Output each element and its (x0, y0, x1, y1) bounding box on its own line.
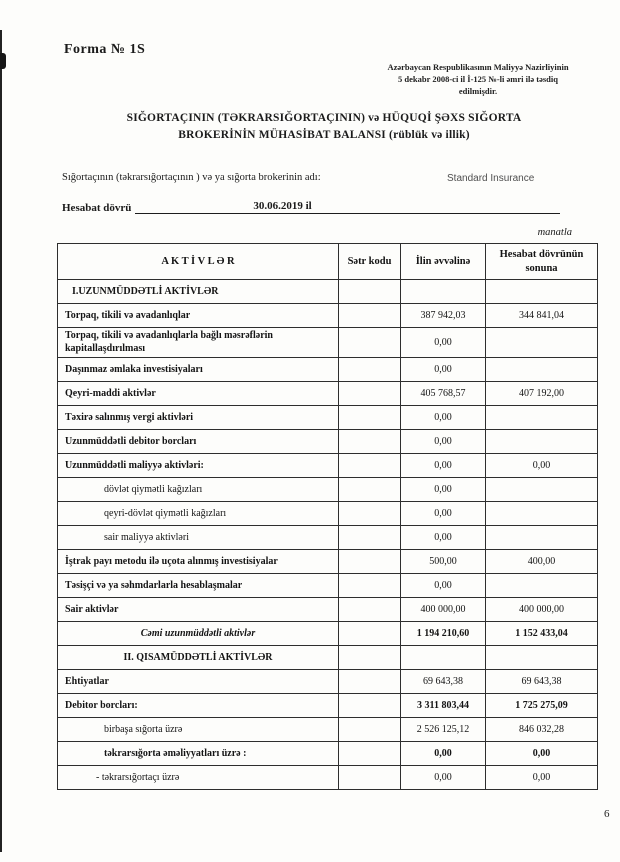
row-value-begin: 0,00 (401, 766, 486, 790)
row-code-cell (339, 430, 401, 454)
row-label: Cəmi uzunmüddətli aktivlər (58, 622, 339, 646)
insurer-name: Standard Insurance (447, 173, 535, 184)
row-code-cell (339, 358, 401, 382)
row-value-end: 1 725 275,09 (486, 694, 598, 718)
row-value-begin: 400 000,00 (401, 598, 486, 622)
row-value-begin: 0,00 (401, 742, 486, 766)
approval-note (350, 62, 606, 98)
insurer-label: Sığortaçının (təkrarsığortaçının ) və ya sığorta brokerinin adı: (62, 172, 321, 183)
row-label: Təxirə salınmış vergi aktivləri (58, 406, 339, 430)
period-label: Hesabat dövrü (62, 202, 132, 214)
scan-blob-artifact (0, 53, 6, 69)
document-title-line1: SIĞORTAÇININ (TƏKRARSIĞORTAÇININ) və HÜQUQİ ŞƏXS SIĞORTA (126, 112, 522, 124)
table-row (58, 574, 598, 598)
row-label: İştrak payı metodu ilə uçota alınmış investisiyalar (58, 550, 339, 574)
period-underline (135, 200, 560, 214)
row-value-begin: 0,00 (401, 574, 486, 598)
row-value-end (486, 646, 598, 670)
scan-edge-artifact (0, 30, 2, 852)
row-label: Torpaq, tikili və avadanlıqlarla bağlı məsrəflərin kapitallaşdırılması (58, 328, 339, 358)
row-label: birbaşa sığorta üzrə (58, 718, 339, 742)
report-period-row (62, 200, 560, 214)
table-row (58, 502, 598, 526)
row-code-cell (339, 526, 401, 550)
table-header-row (58, 244, 598, 280)
page-number: 6 (604, 808, 610, 820)
header-period-begin: İlin əvvəlinə (401, 244, 486, 280)
header-period-end: Hesabat dövrünün sonuna (486, 244, 598, 280)
section-row (58, 646, 598, 670)
row-label: I.UZUNMÜDDƏTLİ AKTİVLƏR (58, 280, 339, 304)
insurer-row (62, 172, 600, 183)
row-value-end: 407 192,00 (486, 382, 598, 406)
row-value-end: 0,00 (486, 742, 598, 766)
row-value-end (486, 574, 598, 598)
table-row (58, 766, 598, 790)
row-label: Qeyri-maddi aktivlər (58, 382, 339, 406)
header-assets: A K T İ V L Ə R (58, 244, 339, 280)
row-value-begin: 2 526 125,12 (401, 718, 486, 742)
row-code-cell (339, 574, 401, 598)
row-value-begin: 405 768,57 (401, 382, 486, 406)
row-label: Sair aktivlər (58, 598, 339, 622)
table-row (58, 382, 598, 406)
row-value-end (486, 328, 598, 358)
row-value-end (486, 406, 598, 430)
table-row (58, 304, 598, 328)
row-code-cell (339, 646, 401, 670)
currency-note: manatla (537, 227, 572, 238)
table-row (58, 328, 598, 358)
row-value-end: 69 643,38 (486, 670, 598, 694)
document-title-line2: BROKERİNİN MÜHASİBAT BALANSI (rüblük və illik) (178, 128, 470, 141)
table-row (58, 478, 598, 502)
approval-note-line3: edilmişdir. (458, 85, 498, 96)
form-number-label: Forma № 1S (64, 42, 146, 57)
row-label: təkrarsığorta əməliyyatları üzrə : (58, 742, 339, 766)
row-value-begin (401, 280, 486, 304)
row-code-cell (339, 328, 401, 358)
row-code-cell (339, 694, 401, 718)
row-code-cell (339, 304, 401, 328)
row-value-begin: 387 942,03 (401, 304, 486, 328)
row-value-end: 344 841,04 (486, 304, 598, 328)
table-row (58, 670, 598, 694)
row-code-cell (339, 550, 401, 574)
row-value-begin: 3 311 803,44 (401, 694, 486, 718)
row-value-begin: 0,00 (401, 358, 486, 382)
row-code-cell (339, 280, 401, 304)
approval-note-line1: Azərbaycan Respublikasının Maliyyə Nazirliyinin (387, 62, 569, 72)
row-value-end (486, 502, 598, 526)
row-label: Daşınmaz əmlaka investisiyaları (58, 358, 339, 382)
row-value-end (486, 358, 598, 382)
document-title (40, 110, 608, 143)
row-value-end (486, 280, 598, 304)
row-label: - təkrarsığortaçı üzrə (58, 766, 339, 790)
row-code-cell (339, 598, 401, 622)
row-value-end: 1 152 433,04 (486, 622, 598, 646)
row-value-begin: 1 194 210,60 (401, 622, 486, 646)
approval-note-line2: 5 dekabr 2008-ci il İ-125 №-li əmri ilə təsdiq (398, 73, 558, 84)
balance-table-body (58, 280, 598, 790)
header-row-code: Sətr kodu (339, 244, 401, 280)
row-value-begin: 0,00 (401, 454, 486, 478)
table-row (58, 598, 598, 622)
row-code-cell (339, 382, 401, 406)
table-row (58, 430, 598, 454)
row-code-cell (339, 454, 401, 478)
row-value-begin: 0,00 (401, 502, 486, 526)
row-label: II. QISAMÜDDƏTLİ AKTİVLƏR (58, 646, 339, 670)
table-row (58, 718, 598, 742)
row-value-end: 846 032,28 (486, 718, 598, 742)
table-row (58, 694, 598, 718)
row-value-begin (401, 646, 486, 670)
row-label: Ehtiyatlar (58, 670, 339, 694)
row-code-cell (339, 478, 401, 502)
row-value-begin: 0,00 (401, 406, 486, 430)
total-row (58, 622, 598, 646)
row-label: Uzunmüddətli debitor borcları (58, 430, 339, 454)
row-label: sair maliyyə aktivləri (58, 526, 339, 550)
table-row (58, 550, 598, 574)
row-code-cell (339, 766, 401, 790)
row-value-end: 400,00 (486, 550, 598, 574)
period-value: 30.06.2019 il (253, 200, 312, 212)
row-code-cell (339, 742, 401, 766)
row-value-begin: 0,00 (401, 430, 486, 454)
row-value-end: 400 000,00 (486, 598, 598, 622)
row-value-end (486, 526, 598, 550)
section-row (58, 280, 598, 304)
table-row (58, 406, 598, 430)
row-value-begin: 69 643,38 (401, 670, 486, 694)
table-row (58, 358, 598, 382)
row-value-end (486, 478, 598, 502)
balance-sheet-table (57, 243, 598, 790)
table-row (58, 454, 598, 478)
row-code-cell (339, 718, 401, 742)
row-label: Uzunmüddətli maliyyə aktivləri: (58, 454, 339, 478)
row-code-cell (339, 502, 401, 526)
row-code-cell (339, 406, 401, 430)
row-value-end: 0,00 (486, 766, 598, 790)
row-value-begin: 0,00 (401, 328, 486, 358)
row-value-end (486, 430, 598, 454)
row-value-begin: 500,00 (401, 550, 486, 574)
row-code-cell (339, 622, 401, 646)
row-code-cell (339, 670, 401, 694)
row-label: Təsişçi və ya səhmdarlarla hesablaşmalar (58, 574, 339, 598)
table-row (58, 526, 598, 550)
table-row (58, 742, 598, 766)
row-label: qeyri-dövlət qiymətli kağızları (58, 502, 339, 526)
row-value-begin: 0,00 (401, 478, 486, 502)
row-label: Torpaq, tikili və avadanlıqlar (58, 304, 339, 328)
row-label: Debitor borcları: (58, 694, 339, 718)
row-label: dövlət qiymətli kağızları (58, 478, 339, 502)
row-value-end: 0,00 (486, 454, 598, 478)
row-value-begin: 0,00 (401, 526, 486, 550)
